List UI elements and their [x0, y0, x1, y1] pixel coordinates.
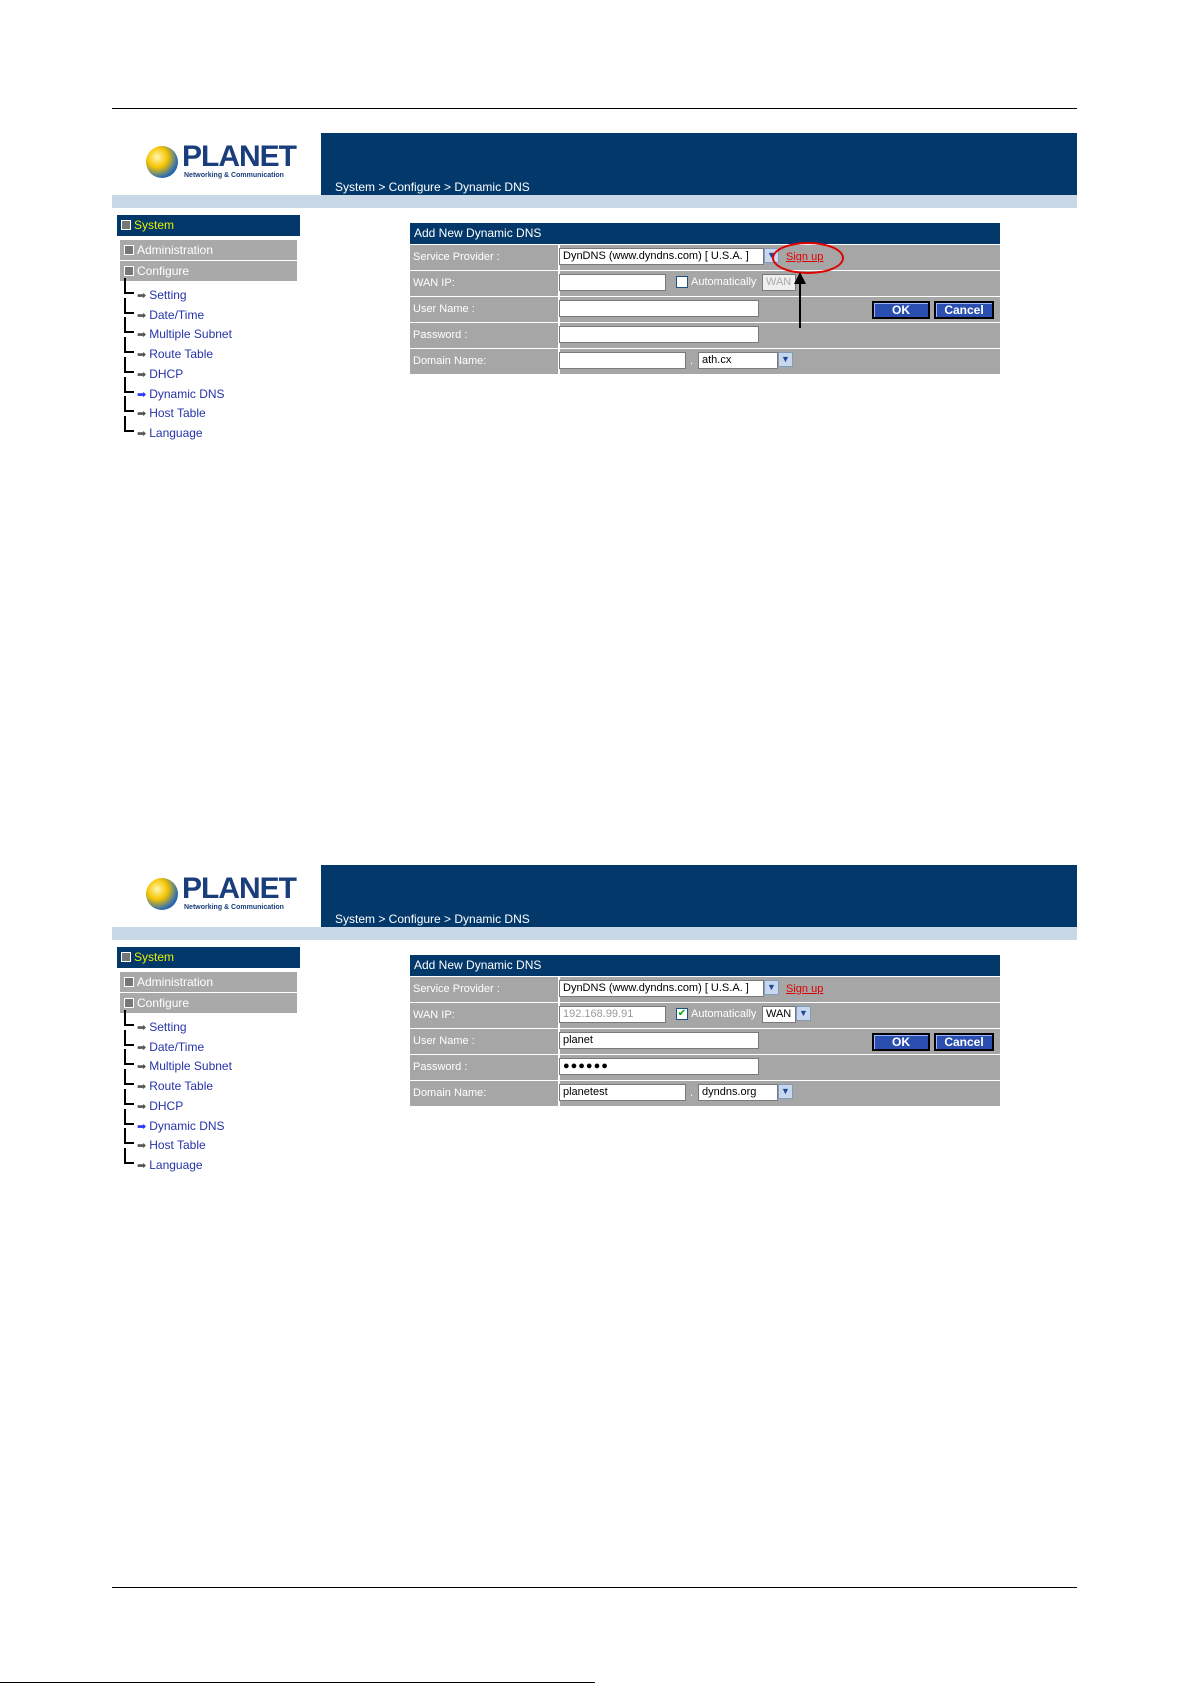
- nav-item-label: DHCP: [149, 366, 184, 381]
- nav-group-administration[interactable]: [120, 972, 297, 992]
- domain-suffix-select[interactable]: dyndns.org: [698, 1084, 778, 1101]
- wan-ip-input[interactable]: 192.168.99.91: [559, 1006, 666, 1023]
- planet-globe-icon: [146, 878, 178, 910]
- header-bar: [321, 133, 1077, 195]
- page-top-rule: [112, 108, 1077, 109]
- arrow-right-icon: ➡: [137, 388, 147, 401]
- header-strip: [112, 927, 1077, 940]
- page-footer-rule: [0, 1682, 595, 1683]
- brand-name: PLANET: [182, 872, 296, 905]
- label-user-name: User Name :: [410, 1029, 560, 1054]
- nav-item-host-table[interactable]: [124, 401, 206, 421]
- domain-host-input[interactable]: planetest: [559, 1084, 686, 1101]
- nav-item-label: Date/Time: [149, 307, 205, 322]
- collapse-icon: [121, 952, 131, 962]
- label-service-provider: Service Provider :: [410, 977, 560, 1002]
- nav-group-configure[interactable]: [120, 993, 297, 1013]
- nav-system-label: System: [134, 950, 175, 964]
- label-wan-ip: WAN IP:: [410, 271, 560, 296]
- tree-connector: [124, 357, 134, 373]
- label-password: Password :: [410, 1055, 560, 1080]
- nav-item-label: DHCP: [149, 1098, 184, 1113]
- row-password: [410, 1054, 1000, 1080]
- tree-connector: [124, 1148, 134, 1164]
- nav-item-label: Route Table: [149, 347, 214, 362]
- form-title: Add New Dynamic DNS: [410, 223, 1000, 244]
- breadcrumb: System > Configure > Dynamic DNS: [335, 180, 530, 194]
- brand-tagline: Networking & Communication: [184, 172, 284, 179]
- nav-item-label: Host Table: [149, 406, 206, 421]
- row-domain-name: [410, 348, 1000, 374]
- label-wan-ip: WAN IP:: [410, 1003, 560, 1028]
- label-domain-name: Domain Name:: [410, 349, 560, 374]
- label-password: Password :: [410, 323, 560, 348]
- label-user-name: User Name :: [410, 297, 560, 322]
- arrow-right-icon: ➡: [137, 408, 147, 421]
- arrow-right-icon: ➡: [137, 1061, 147, 1074]
- arrow-right-icon: ➡: [137, 368, 147, 381]
- arrow-right-icon: ➡: [137, 1081, 147, 1094]
- arrow-right-icon: ➡: [137, 1159, 147, 1172]
- tree-connector: [124, 278, 134, 294]
- collapse-icon: [124, 266, 134, 276]
- row-wan-ip: [410, 1002, 1000, 1028]
- collapse-icon: [121, 220, 131, 230]
- header-strip: [112, 195, 1077, 208]
- nav-group-configure[interactable]: [120, 261, 297, 281]
- expand-icon: [124, 977, 134, 987]
- password-input[interactable]: ●●●●●●: [559, 1058, 759, 1075]
- nav-group-label: Configure: [137, 996, 190, 1010]
- ok-button[interactable]: OK: [872, 301, 930, 319]
- nav-item-route-table[interactable]: [124, 1074, 213, 1094]
- nav-item-label: Route Table: [149, 1079, 214, 1094]
- page-bottom-rule: [112, 1587, 1077, 1588]
- arrow-right-icon: ➡: [137, 309, 147, 322]
- signup-link[interactable]: Sign up: [786, 983, 824, 995]
- tree-connector: [124, 1069, 134, 1085]
- arrow-right-icon: ➡: [137, 427, 147, 440]
- label-service-provider: Service Provider :: [410, 245, 560, 270]
- router-ui-screenshot-2: [112, 865, 1077, 1192]
- tree-connector: [124, 1030, 134, 1046]
- chevron-down-icon[interactable]: ▼: [764, 980, 779, 995]
- arrow-right-icon: ➡: [137, 1022, 147, 1034]
- nav-item-dynamic-dns[interactable]: [124, 382, 225, 402]
- tree-connector: [124, 1049, 134, 1065]
- row-domain-name: [410, 1080, 1000, 1106]
- nav-item-route-table[interactable]: [124, 342, 213, 362]
- dynamic-dns-form: [410, 223, 1000, 374]
- tree-connector: [124, 1089, 134, 1105]
- tree-connector: [124, 298, 134, 314]
- password-input[interactable]: [559, 326, 759, 343]
- planet-globe-icon: [146, 146, 178, 178]
- nav-system-label: System: [134, 218, 175, 232]
- nav-item-label: Multiple Subnet: [149, 327, 232, 342]
- brand-name: PLANET: [182, 140, 296, 173]
- nav-item-label: Host Table: [149, 1138, 206, 1153]
- service-provider-select[interactable]: DynDNS (www.dyndns.com) [ U.S.A. ]: [559, 980, 764, 997]
- brand-tagline: Networking & Communication: [184, 904, 284, 911]
- domain-separator: .: [690, 1087, 694, 1099]
- tree-connector: [124, 1010, 134, 1026]
- chevron-down-icon[interactable]: ▼: [764, 248, 779, 263]
- planet-logo: [112, 865, 322, 927]
- nav-item-host-table[interactable]: [124, 1133, 206, 1153]
- annotation-arrow-line: [799, 283, 801, 328]
- arrow-right-icon: ➡: [137, 1120, 147, 1133]
- wan-select[interactable]: WAN: [762, 274, 796, 291]
- nav-system[interactable]: [117, 215, 300, 236]
- nav-item-label: Dynamic DNS: [149, 1118, 225, 1133]
- chevron-down-icon[interactable]: ▼: [778, 352, 793, 367]
- collapse-icon: [124, 998, 134, 1008]
- ok-button[interactable]: OK: [872, 1033, 930, 1051]
- cancel-button[interactable]: Cancel: [934, 301, 994, 319]
- form-title: Add New Dynamic DNS: [410, 955, 1000, 976]
- row-service-provider: [410, 976, 1000, 1002]
- domain-suffix-select[interactable]: ath.cx: [698, 352, 778, 369]
- nav-item-date-time[interactable]: [124, 1035, 204, 1055]
- arrow-right-icon: ➡: [137, 290, 147, 302]
- row-wan-ip: [410, 270, 1000, 296]
- nav-group-administration[interactable]: [120, 240, 297, 260]
- arrow-right-icon: ➡: [137, 1140, 147, 1153]
- domain-host-input[interactable]: [559, 352, 686, 369]
- automatically-checkbox[interactable]: [676, 276, 688, 288]
- automatically-label: Automatically: [691, 1008, 757, 1020]
- cancel-button[interactable]: Cancel: [934, 1033, 994, 1051]
- chevron-down-icon[interactable]: ▼: [796, 1006, 811, 1021]
- nav-group-label: Administration: [137, 975, 214, 989]
- user-name-input[interactable]: [559, 300, 759, 317]
- dynamic-dns-form: [410, 955, 1000, 1106]
- row-password: [410, 322, 1000, 348]
- breadcrumb: System > Configure > Dynamic DNS: [335, 912, 530, 926]
- nav-item-date-time[interactable]: [124, 303, 204, 323]
- wan-ip-input[interactable]: [559, 274, 666, 291]
- highlight-circle: [772, 242, 844, 274]
- tree-connector: [124, 416, 134, 432]
- nav-item-label: Multiple Subnet: [149, 1059, 232, 1074]
- row-service-provider: [410, 244, 1000, 270]
- nav-group-label: Configure: [137, 264, 190, 278]
- nav-item-language[interactable]: [124, 421, 203, 441]
- nav-item-label: Setting: [149, 1020, 187, 1034]
- nav-item-multiple-subnet[interactable]: [124, 322, 232, 342]
- automatically-label: Automatically: [691, 276, 757, 288]
- chevron-down-icon[interactable]: ▼: [778, 1084, 793, 1099]
- wan-select[interactable]: WAN: [762, 1006, 796, 1023]
- nav-system[interactable]: [117, 947, 300, 968]
- nav-item-label: Dynamic DNS: [149, 386, 225, 401]
- tree-connector: [124, 337, 134, 353]
- nav-item-dynamic-dns[interactable]: [124, 1114, 225, 1134]
- arrow-right-icon: ➡: [137, 1100, 147, 1113]
- arrow-right-icon: ➡: [137, 349, 147, 362]
- domain-separator: .: [690, 355, 694, 367]
- automatically-checkbox[interactable]: ✔: [677, 1008, 687, 1019]
- tree-connector: [124, 396, 134, 412]
- tree-connector: [124, 377, 134, 393]
- tree-connector: [124, 317, 134, 333]
- router-ui-screenshot-1: [112, 133, 1077, 460]
- nav-item-label: Date/Time: [149, 1039, 205, 1054]
- arrow-right-icon: ➡: [137, 329, 147, 342]
- tree-connector: [124, 1109, 134, 1125]
- service-provider-select[interactable]: DynDNS (www.dyndns.com) [ U.S.A. ]: [559, 248, 764, 265]
- nav-group-label: Administration: [137, 243, 214, 257]
- label-domain-name: Domain Name:: [410, 1081, 560, 1106]
- nav-item-multiple-subnet[interactable]: [124, 1054, 232, 1074]
- user-name-input[interactable]: planet: [559, 1032, 759, 1049]
- arrow-right-icon: ➡: [137, 1041, 147, 1054]
- nav-item-label: Language: [149, 1157, 203, 1172]
- signup-link[interactable]: Sign up: [786, 251, 824, 263]
- planet-logo: [112, 133, 322, 195]
- nav-item-label: Setting: [149, 288, 187, 302]
- header-bar: [321, 865, 1077, 927]
- nav-item-label: Language: [149, 425, 203, 440]
- tree-connector: [124, 1128, 134, 1144]
- nav-item-language[interactable]: [124, 1153, 203, 1173]
- expand-icon: [124, 245, 134, 255]
